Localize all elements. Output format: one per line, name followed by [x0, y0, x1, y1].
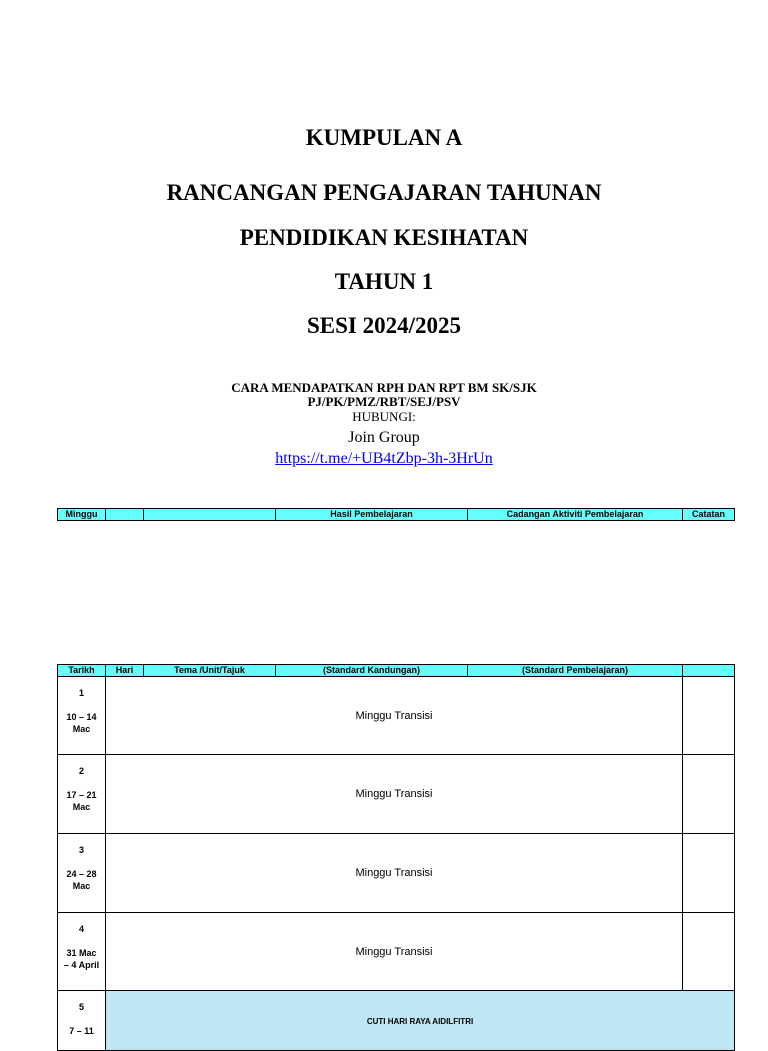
info-join-group: Join Group [348, 429, 420, 446]
table-row [58, 755, 735, 834]
notes-cell [683, 755, 735, 834]
week-cell [58, 913, 106, 991]
week-number: 3 [78, 845, 84, 855]
holiday-content [106, 991, 735, 1051]
top-header-row [58, 509, 735, 521]
week-content: Minggu Transisi [106, 677, 683, 755]
week-number: 1 [78, 688, 84, 698]
notes-cell [683, 677, 735, 755]
week-month: Mac [72, 881, 91, 891]
header-catatan: Catatan [683, 509, 735, 521]
week-number: 4 [78, 924, 84, 934]
header-blank [683, 665, 735, 677]
title-rpt: RANCANGAN PENGAJARAN TAHUNAN [166, 180, 602, 205]
week-date: 10 – 14 [66, 712, 97, 722]
header-cadangan-aktiviti: Cadangan Aktiviti Pembelajaran [468, 509, 683, 521]
week-content: Minggu Transisi [106, 834, 683, 913]
header-standard-pembelajaran: (Standard Pembelajaran) [468, 665, 683, 677]
telegram-link[interactable]: https://t.me/+UB4tZbp-3h-3HrUn [275, 450, 493, 467]
info-line-1: CARA MENDAPATKAN RPH DAN RPT BM SK/SJK [231, 380, 537, 395]
schedule-header-row [58, 665, 735, 677]
title-year: TAHUN 1 [334, 269, 434, 294]
header-tema: Tema /Unit/Tajuk [144, 665, 276, 677]
week-date: 17 – 21 [66, 790, 97, 800]
header-empty-1 [106, 509, 144, 521]
info-contact-label: HUBUNGI: [352, 409, 416, 424]
table-row [58, 991, 735, 1051]
week-cell [58, 834, 106, 913]
week-cell [58, 677, 106, 755]
week-content: Minggu Transisi [106, 755, 683, 834]
info-line-2: PJ/PK/PMZ/RBT/SEJ/PSV [307, 394, 461, 409]
week-content: Minggu Transisi [106, 913, 683, 991]
week-month: Mac [72, 724, 91, 734]
table-row [58, 913, 735, 991]
week-number: 2 [78, 766, 84, 776]
top-header-table [57, 508, 735, 521]
info-link-row [0, 449, 768, 468]
week-cell [58, 991, 106, 1051]
header-standard-kandungan: (Standard Kandungan) [276, 665, 468, 677]
holiday-label: CUTI HARI RAYA AIDILFITRI [366, 1016, 474, 1026]
header-minggu: Minggu [58, 509, 106, 521]
header-hari: Hari [106, 665, 144, 677]
week-date: 7 – 11 [69, 1026, 94, 1036]
week-number: 5 [78, 1002, 84, 1012]
notes-cell [683, 834, 735, 913]
week-cell [58, 755, 106, 834]
title-subject: PENDIDIKAN KESIHATAN [239, 225, 529, 250]
schedule-table [57, 664, 735, 1051]
title-kumpulan: KUMPULAN A [305, 125, 463, 150]
week-month: Mac [72, 802, 91, 812]
week-date: 31 Mac [66, 948, 97, 958]
header-hasil-pembelajaran: Hasil Pembelajaran [276, 509, 468, 521]
notes-cell [683, 913, 735, 991]
table-row [58, 677, 735, 755]
header-empty-2 [144, 509, 276, 521]
week-date: 24 – 28 [66, 869, 97, 879]
week-month: – 4 April [63, 960, 100, 970]
title-session: SESI 2024/2025 [306, 313, 461, 338]
table-row [58, 834, 735, 913]
header-tarikh: Tarikh [58, 665, 106, 677]
